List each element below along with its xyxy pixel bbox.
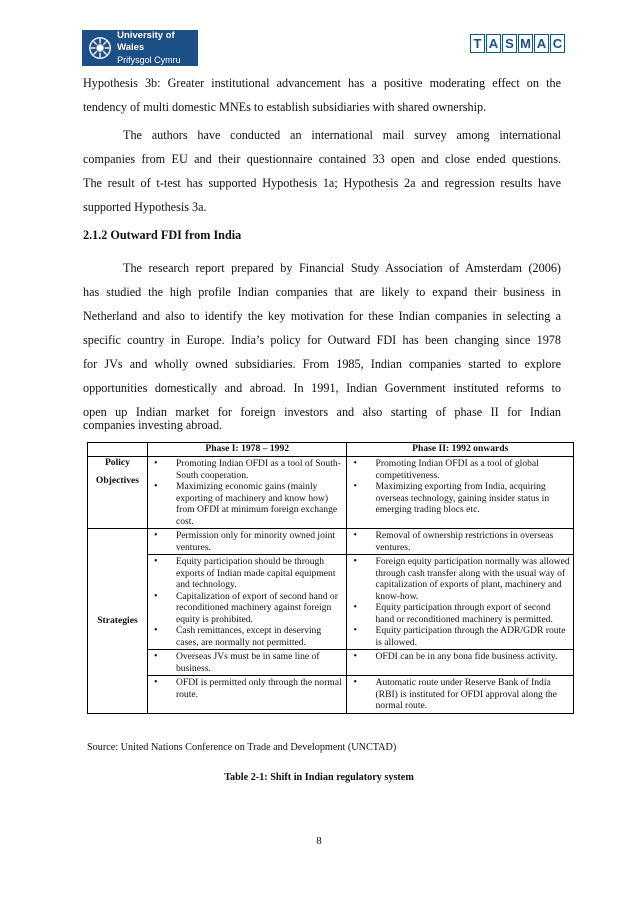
table-row — [88, 457, 574, 529]
paragraph-line: companies investing abroad. — [83, 418, 223, 432]
paragraph-line: Hypothesis 3b: Greater institutional advancement has a positive moderating effect on the — [83, 76, 561, 90]
list-item: • Foreign equity participation normally was allowed through cash transfer along with the usual way of capitalization of exports of plant, machinery and know-how. — [361, 556, 571, 602]
paragraph-line: The result of t-test has supported Hypothesis 1a; Hypothesis 2a and regression results have — [83, 176, 561, 190]
paragraph-line: The authors have conducted an international mail survey among international — [123, 128, 561, 142]
list-item: • Cash remittances, except in deserving cases, are normally not permitted. — [162, 625, 345, 648]
tasmac-letter: A — [486, 34, 501, 53]
page-number: 8 — [316, 835, 322, 847]
list-item: • OFDI can be in any bona fide business activity. — [361, 651, 571, 663]
phase1-header: Phase I: 1978 – 1992 — [147, 443, 347, 457]
list-item: • Automatic route under Reserve Bank of India (RBI) is instituted for OFDI approval along the normal route. — [361, 677, 571, 712]
row-label-line: Objectives — [95, 474, 140, 486]
table-corner-cell — [88, 443, 148, 457]
strategy-phase2-cell — [347, 650, 574, 676]
table-row — [88, 529, 574, 555]
paragraph-line: tendency of multi domestic MNEs to establish subsidiaries with shared ownership. — [83, 100, 487, 114]
policy-phase2-cell — [347, 457, 574, 529]
paragraph-line: Netherland and also to identify the key motivation for these Indian companies in selecting a — [83, 309, 561, 323]
tasmac-letter: M — [518, 34, 533, 53]
list-item: • Capitalization of export of second hand or reconditioned machinery against foreign equity is prohibited. — [162, 591, 345, 626]
university-name-welsh: Prifysgol Cymru — [117, 55, 181, 65]
paragraph-line: specific country in Europe. India’s policy for Outward FDI has been changing since 1978 — [83, 333, 561, 347]
tasmac-letter: S — [502, 34, 517, 53]
paragraph-line: opportunities domestically and abroad. In 1991, Indian Government instituted reforms to — [83, 381, 561, 395]
list-item: • Maximizing economic gains (mainly exporting of machinery and know how) from OFDI at minimum foreign exchange cost. — [162, 481, 345, 527]
list-item: • Equity participation through the ADR/GDR route is allowed. — [361, 625, 571, 648]
university-of-wales-logo — [82, 30, 198, 66]
university-emblem-icon — [88, 35, 112, 61]
list-item: • Removal of ownership restrictions in overseas ventures. — [361, 530, 571, 553]
list-item: • Permission only for minority owned joint ventures. — [162, 530, 345, 553]
strategy-phase1-cell — [147, 529, 347, 555]
university-name: University of Wales — [117, 30, 175, 53]
strategy-phase1-cell — [147, 555, 347, 650]
paragraph-line: open up Indian market for foreign investors and also starting of phase II for Indian — [83, 405, 561, 419]
strategy-phase2-cell — [347, 529, 574, 555]
phase2-header: Phase II: 1992 onwards — [347, 443, 574, 457]
table-source: Source: United Nations Conference on Trade and Development (UNCTAD) — [87, 742, 397, 753]
paragraph-line: has studied the high profile Indian companies that are likely to expand their business in — [83, 285, 561, 299]
list-item: • Promoting Indian OFDI as a tool of global competitiveness. — [361, 458, 571, 481]
list-item: • Equity participation through export of second hand or reconditioned machinery is permitted. — [361, 602, 571, 625]
list-item: • Overseas JVs must be in same line of business. — [162, 651, 345, 674]
tasmac-letter: T — [470, 34, 485, 53]
paragraph-line: supported Hypothesis 3a. — [83, 200, 207, 214]
policy-phase1-cell — [147, 457, 347, 529]
policy-objectives-label — [88, 457, 148, 529]
paragraph-line: The research report prepared by Financial Study Association of Amsterdam (2006) — [123, 261, 561, 275]
strategies-label: Strategies — [88, 529, 148, 714]
list-item: • Promoting Indian OFDI as a tool of South-South cooperation. — [162, 458, 345, 481]
strategy-phase2-cell — [347, 676, 574, 714]
paragraph-line: for JVs and wholly owned subsidiaries. From 1985, Indian companies started to explore — [83, 357, 561, 371]
table-header-row — [88, 443, 574, 457]
table-row — [88, 555, 574, 650]
row-label-line: Policy — [104, 457, 130, 468]
strategy-phase1-cell — [147, 650, 347, 676]
list-item: • Maximizing exporting from India, acquiring overseas technology, gaining insider status in emerging trading blocs etc. — [361, 481, 571, 516]
table-caption: Table 2-1: Shift in Indian regulatory system — [224, 772, 414, 783]
table-row — [88, 676, 574, 714]
list-item: • Equity participation should be through exports of Indian made capital equipment and technology. — [162, 556, 345, 591]
tasmac-logo — [470, 34, 566, 53]
tasmac-letter: A — [534, 34, 549, 53]
paragraph-line: companies from EU and their questionnaire contained 33 open and close ended questions. — [83, 152, 561, 166]
section-heading: 2.1.2 Outward FDI from India — [83, 228, 242, 242]
list-item: • OFDI is permitted only through the normal route. — [162, 677, 345, 700]
strategy-phase1-cell — [147, 676, 347, 714]
regulatory-system-table — [87, 442, 574, 714]
strategy-phase2-cell — [347, 555, 574, 650]
tasmac-letter: C — [550, 34, 565, 53]
table-row — [88, 650, 574, 676]
